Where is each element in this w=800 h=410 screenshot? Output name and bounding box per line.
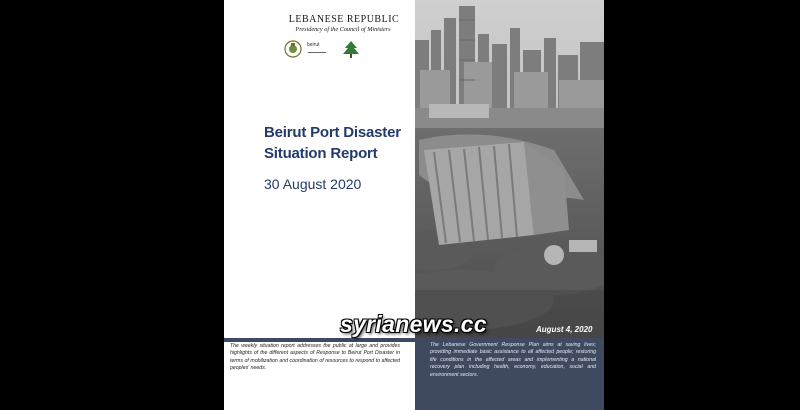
cedar-logo-icon: [341, 40, 361, 60]
report-cover: [224, 0, 604, 410]
cover-panel: [224, 0, 415, 338]
logo-divider: [308, 52, 326, 53]
beirut-logo-text: beirut: [307, 42, 320, 48]
photo-caption-date: August 4, 2020: [536, 325, 593, 334]
report-date: 30 August 2020: [264, 176, 362, 192]
band-top-stripe: [224, 338, 415, 342]
response-plan-text: The Lebanese Government Response Plan aims at saving lives; providing immediate basic assistance to all affected people; restoring life conditions in the affected areas and implementing a national recovery plan including health, economy, education, social and environment sectors.: [430, 342, 596, 378]
header-title: LEBANESE REPUBLIC: [288, 14, 400, 25]
report-title-line-2: Situation Report: [264, 145, 378, 162]
report-title-line-1: Beirut Port Disaster: [264, 124, 401, 141]
emblem-logo-icon: [284, 40, 302, 58]
header-subtitle: Presidency of the Council of Ministers: [295, 26, 391, 33]
watermark: syrianews.cc: [340, 311, 487, 337]
summary-text: The weekly situation report addresses the public at large and provides highlights of the different aspects of Response to Beirut Port Disaster in terms of mobilization and coordination of resources to respond to affected peoples' needs.: [230, 343, 400, 372]
report-title: [264, 122, 414, 164]
